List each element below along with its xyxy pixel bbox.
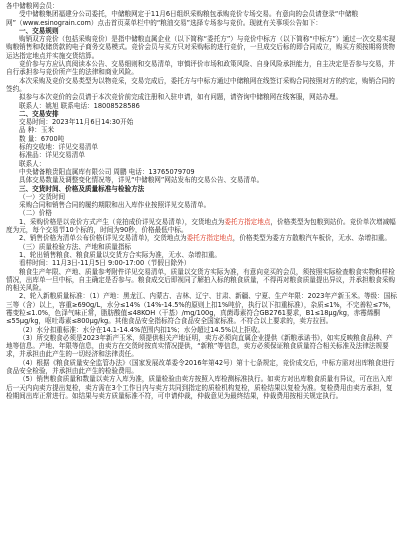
quality-rule-3: （2）水分扣重标准：水分在14.1-14.4%范围内扣1%；水分超过14.5%以上拒收。 bbox=[19, 325, 265, 334]
schedule-contact-label: 联系人： bbox=[19, 159, 46, 168]
quality-rule-4: （3）所交粮食必须是2023年新产玉米，须提供相关产地证明，卖方必须向直属企业提供《新粮承诺书》，如实反映粮食品种、产地等信息。产地、年限等信息，由卖方在交货时按真实情况提供，“新粮”等信息，卖方必须保证粮食质量符合相关标准及法律法规要求，并承担由此产生的一切经济和法律责任。 bbox=[6, 333, 393, 359]
contact-line: 联系人：姚旭 联系电话：18008528586 bbox=[19, 101, 140, 110]
quality-rule-5: （4）根据《粮食质量安全监管办法》（国家发展改革委令2016年第42号）第十七条规定，竞价成交后，中标方需对出库粮食进行食品安全检验，并承担由此产生的检验费用。 bbox=[6, 358, 395, 376]
quality-rule-2: 2、轮入新粮质量标准：（1）产地：黑龙江、内蒙古、吉林、辽宁、甘肃、新疆、宁夏、生产年限：2023年产新玉米。等级：国标三等（含）以上，容重≥690g/L，水分≤14%（14%-14.5%的原则上扣1%吨价，执行以下扣重标准），杂质≤1%，不完善粒≤7%，霉变粒≤1.0%，色泽气味正常，脂肪酸值≤48KOH（干基）/mg/100g，真菌毒素符合GB2761要求，B1≤18μg/kg，赤霉烯酮≤55μg/kg，呕吐毒素≤800μg/kg。其他食品安全指标符合食品安全国家标准。不符合以上要求的，卖方拉回。 bbox=[6, 292, 397, 326]
price-delivery-location-2: 委托方指定地点 bbox=[186, 234, 233, 243]
schedule-contact: 中央储备粮贵阳直属库有限公司 周鹏 电话：13765079709 bbox=[19, 167, 195, 176]
price-delivery-location-1: 委托方指定地点 bbox=[224, 217, 271, 226]
subheading-quality: （三）质量检验方法、产地和质量指标 bbox=[19, 242, 132, 251]
rules-paragraph-2: 竞价参与方应认真阅读本公告、交易细则和交易清单，审慎评价市场和政策风险、自身风险承担能力，自主决定是否参与交易，并自行承担参与竞价所产生的法律和商业风险。 bbox=[6, 60, 395, 77]
quality-text-1: 粮食生产年限、产地、质量参考附件详见交易清单，质量以交货方实际为准，有意向竞买的会员，须按照实际检查粮食实物和样检情况，出库单一旦中标，自主确定是否参与。粮食成交后即视同了解拍入标的粮食质量，不得再对粮食质量提出异议，并承担粮食采购的相关风险。 bbox=[6, 267, 396, 293]
delivery-time-text: 采购合同和销售合同的履约期限和出入库作业按照详见交易清单。 bbox=[19, 201, 211, 210]
schedule-variety: 品 种：玉米 bbox=[19, 126, 55, 135]
intro-paragraph: 受中储粮集团福建分公司委托，中储粮网定于11月6日组织采购粮包承购竞价专场交易。有意向的会员请登录“中储粮网”（www.esinograin.com）点击首页菜单栏中的“粮油交易”选择专场参与竞价。现就有关事项公告如下： bbox=[6, 10, 359, 27]
subheading-price: （二）价格 bbox=[19, 209, 52, 218]
section-heading-rules: 一、交易规则 bbox=[19, 26, 59, 35]
price-rule-2: 2、销售价格为清单公布价格(详见交易清单)，交货地点为委托方指定地点，价格类型为委方方散粮汽车板价，无水、杂增扣重。 bbox=[19, 234, 391, 243]
schedule-time: 交易时间：2023年11月6日14:30开始 bbox=[19, 118, 134, 127]
quality-rule-1: 1、轮出销售粮食、粮食质量以交货方合实际为准，无水、杂增扣重。 bbox=[19, 250, 222, 259]
schedule-note: 具体交易数量及调整变化情况等，详见“中储粮网”网站发布的交易公告、交易清单。 bbox=[19, 176, 264, 185]
rules-paragraph-3: 本次采购及竞价交易类型为以物竞采，交易完成后，委托方与中标方通过中储粮网在线签订采购合同按照对方的约定，购销合同的签约。 bbox=[6, 76, 395, 93]
rules-paragraph-1: 购销双方竞价（包括采购竞价）是指中储粮直属企业（以下简称“委托方”）与竞价中标方（以下简称“中标方”）通过一次交易实现购粮销售和收储货款的电子商务交易模式。竞价会员与买方只对采购标的进行竞价，一旦成交后标的即合同成立，购买方须按期将货物运达指定地点并实施交货结算。 bbox=[6, 35, 396, 60]
quality-rule-6: （5）销售粮食质量和数量以卖方入库为准，质量检验由卖方按照入库检测标准执行。如卖方对出库粮食质量有异议，可在出入库后一天内向卖方提出复检，卖方需在3个工作日内与卖方共同到指定的质检机构复检，质检结果以复检为准。复检费用由卖方承担，复检期间出库正常进行。如结果与卖方质量标准不符，可申请仲裁，仲裁意见为最终结果，仲裁费用按相关规定执行。 bbox=[6, 375, 393, 400]
price-rule-1: 1、采购价格是以竞价方式产生（竞拍成价详见交易清单），交货地点为委托方指定地点，价格类型为包粮到站价。竞价单次增减幅度为元，每个交易节10个标的，时间为90秒，价格最低中标。 bbox=[6, 217, 396, 235]
subheading-delivery-time: （一）交货时间 bbox=[19, 192, 66, 201]
schedule-delivery: 标的交收地：详见交易清单 bbox=[19, 143, 99, 152]
greeting: 各中储粮网会员： bbox=[6, 2, 59, 10]
section-heading-schedule: 二、交易安排 bbox=[19, 109, 59, 118]
schedule-standard: 标准品：详见交易清单 bbox=[19, 151, 85, 160]
rules-paragraph-4: 拟参与本次竞价的会员请于本次竞价前完成注册和入驻申请，如有问题，请咨询中储粮网在线客服，网站办理。 bbox=[19, 93, 343, 102]
section-heading-quality: 三、交货时间、价格及质量标准与检验方法 bbox=[19, 184, 145, 193]
inspection-time: 看样时间：11月3日-11月5日 9:00-17:00（节假日除外） bbox=[19, 259, 191, 268]
schedule-quantity: 数 量：6700吨 bbox=[19, 134, 65, 143]
